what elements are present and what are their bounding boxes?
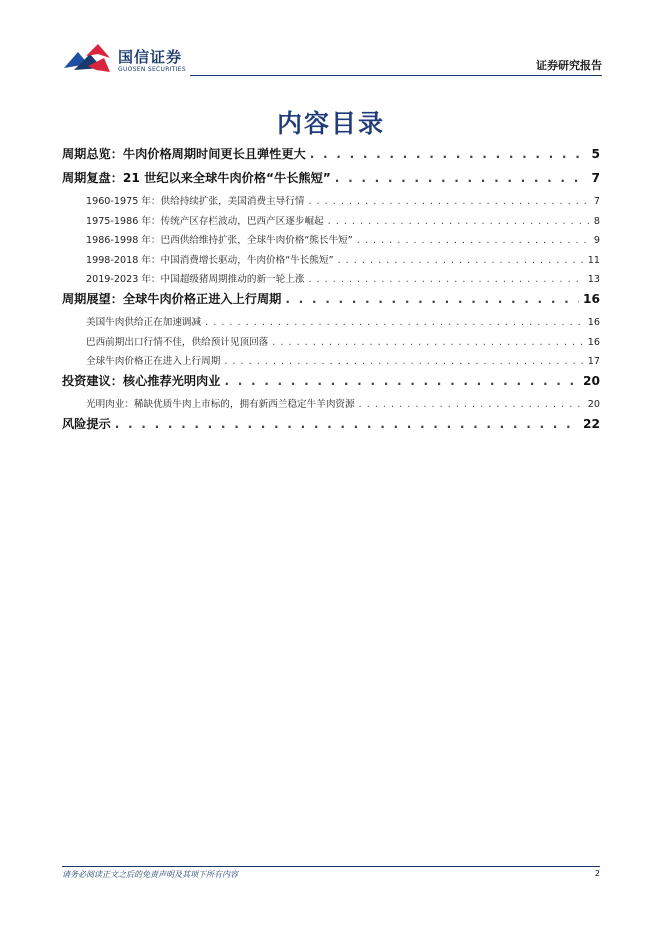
toc-dot-leader	[308, 274, 583, 285]
toc-subsection-entry[interactable]	[62, 190, 600, 210]
toc-dot-leader	[224, 374, 579, 388]
toc-dot-leader	[272, 337, 584, 348]
toc-entry-page: 11	[587, 254, 600, 266]
toc-entry-page: 20	[587, 399, 600, 410]
toc-entry-label: 1998-2018 年：中国消费增长驱动，牛肉价格“牛长熊短”	[86, 254, 334, 266]
toc-dot-leader	[335, 171, 588, 185]
toc-entry-label: 周期展望：全球牛肉价格正进入上行周期	[62, 291, 282, 306]
toc-section-entry[interactable]	[62, 143, 600, 167]
toc-entry-label: 1960-1975 年：供给持续扩张，美国消费主导行情	[86, 196, 305, 207]
footer-page-number: 2	[594, 869, 600, 878]
header-divider	[190, 75, 602, 76]
toc-section-entry[interactable]	[62, 167, 600, 191]
toc-subsection-entry[interactable]	[62, 350, 600, 370]
toc-entry-page: 8	[593, 215, 600, 227]
toc-dot-leader	[308, 196, 589, 207]
toc-entry-page: 20	[583, 373, 600, 388]
toc-subsection-entry[interactable]	[62, 393, 600, 413]
guosen-logo	[62, 40, 192, 80]
toc-dot-leader	[357, 235, 590, 246]
toc-dot-leader	[205, 317, 584, 328]
toc-entry-label: 投资建议：核心推荐光明肉业	[62, 373, 221, 388]
toc-entry-label: 全球牛肉价格正在进入上行周期	[86, 356, 221, 367]
toc-title: 内容目录	[276, 109, 385, 138]
toc-section-entry[interactable]	[62, 413, 600, 437]
toc-entry-page: 7	[591, 170, 600, 185]
toc-entry-page: 5	[591, 147, 600, 161]
toc-entry-label: 周期复盘：21 世纪以来全球牛肉价格“牛长熊短”	[62, 170, 331, 185]
toc-entry-page: 16	[587, 317, 600, 328]
toc-dot-leader	[328, 216, 590, 227]
toc-entry-page: 9	[593, 235, 600, 246]
footer-disclaimer-note: 请务必阅读正文之后的免责声明及其项下所有内容	[62, 870, 238, 879]
toc-subsection-entry[interactable]	[62, 249, 600, 269]
toc-entry-label: 风险提示	[62, 416, 111, 431]
toc-entry-label: 1975-1986 年：传统产区存栏波动，巴西产区逐步崛起	[86, 215, 324, 227]
toc-entry-page: 16	[583, 291, 600, 306]
toc-subsection-entry[interactable]	[62, 210, 600, 230]
logo-chinese-name: 国信证券	[118, 48, 183, 66]
footer-divider	[62, 866, 600, 867]
toc-dot-leader	[285, 292, 579, 306]
toc-entry-page: 16	[587, 336, 600, 348]
toc-dot-leader	[359, 399, 584, 410]
toc-entry-label: 2019-2023 年：中国超级猪周期推动的新一轮上涨	[86, 274, 305, 285]
page-header	[62, 40, 602, 80]
toc-subsection-entry[interactable]	[62, 229, 600, 249]
toc-entry-label: 1986-1998 年：巴西供给维持扩张，全球牛肉价格“熊长牛短”	[86, 235, 353, 246]
toc-dot-leader	[310, 147, 588, 161]
logo-english-name: GUOSEN SECURITIES	[118, 66, 187, 73]
toc-subsection-entry[interactable]	[62, 311, 600, 331]
toc-subsection-entry[interactable]	[62, 268, 600, 288]
guosen-logo-icon	[64, 44, 112, 76]
toc-entry-label: 光明肉业：稀缺优质牛肉上市标的，拥有新西兰稳定牛羊肉资源	[86, 399, 355, 410]
report-type-label: 证券研究报告	[536, 59, 602, 72]
toc-entry-label: 巴西前期出口行情不佳，供给预计见顶回落	[86, 336, 269, 348]
toc-entry-page: 13	[587, 274, 600, 285]
toc-section-entry[interactable]	[62, 370, 600, 394]
toc-subsection-entry[interactable]	[62, 331, 600, 351]
toc-entry-label: 美国牛肉供给正在加速调减	[86, 317, 202, 328]
toc-section-entry[interactable]	[62, 288, 600, 312]
toc-dot-leader	[224, 356, 583, 367]
toc-dot-leader	[338, 255, 584, 266]
toc-entry-page: 7	[593, 196, 600, 207]
toc-entry-page: 17	[587, 356, 600, 367]
toc-entry-label: 周期总览：牛肉价格周期时间更长且弹性更大	[62, 147, 306, 161]
table-of-contents	[62, 143, 600, 436]
toc-dot-leader	[115, 417, 579, 431]
toc-entry-page: 22	[583, 416, 600, 431]
